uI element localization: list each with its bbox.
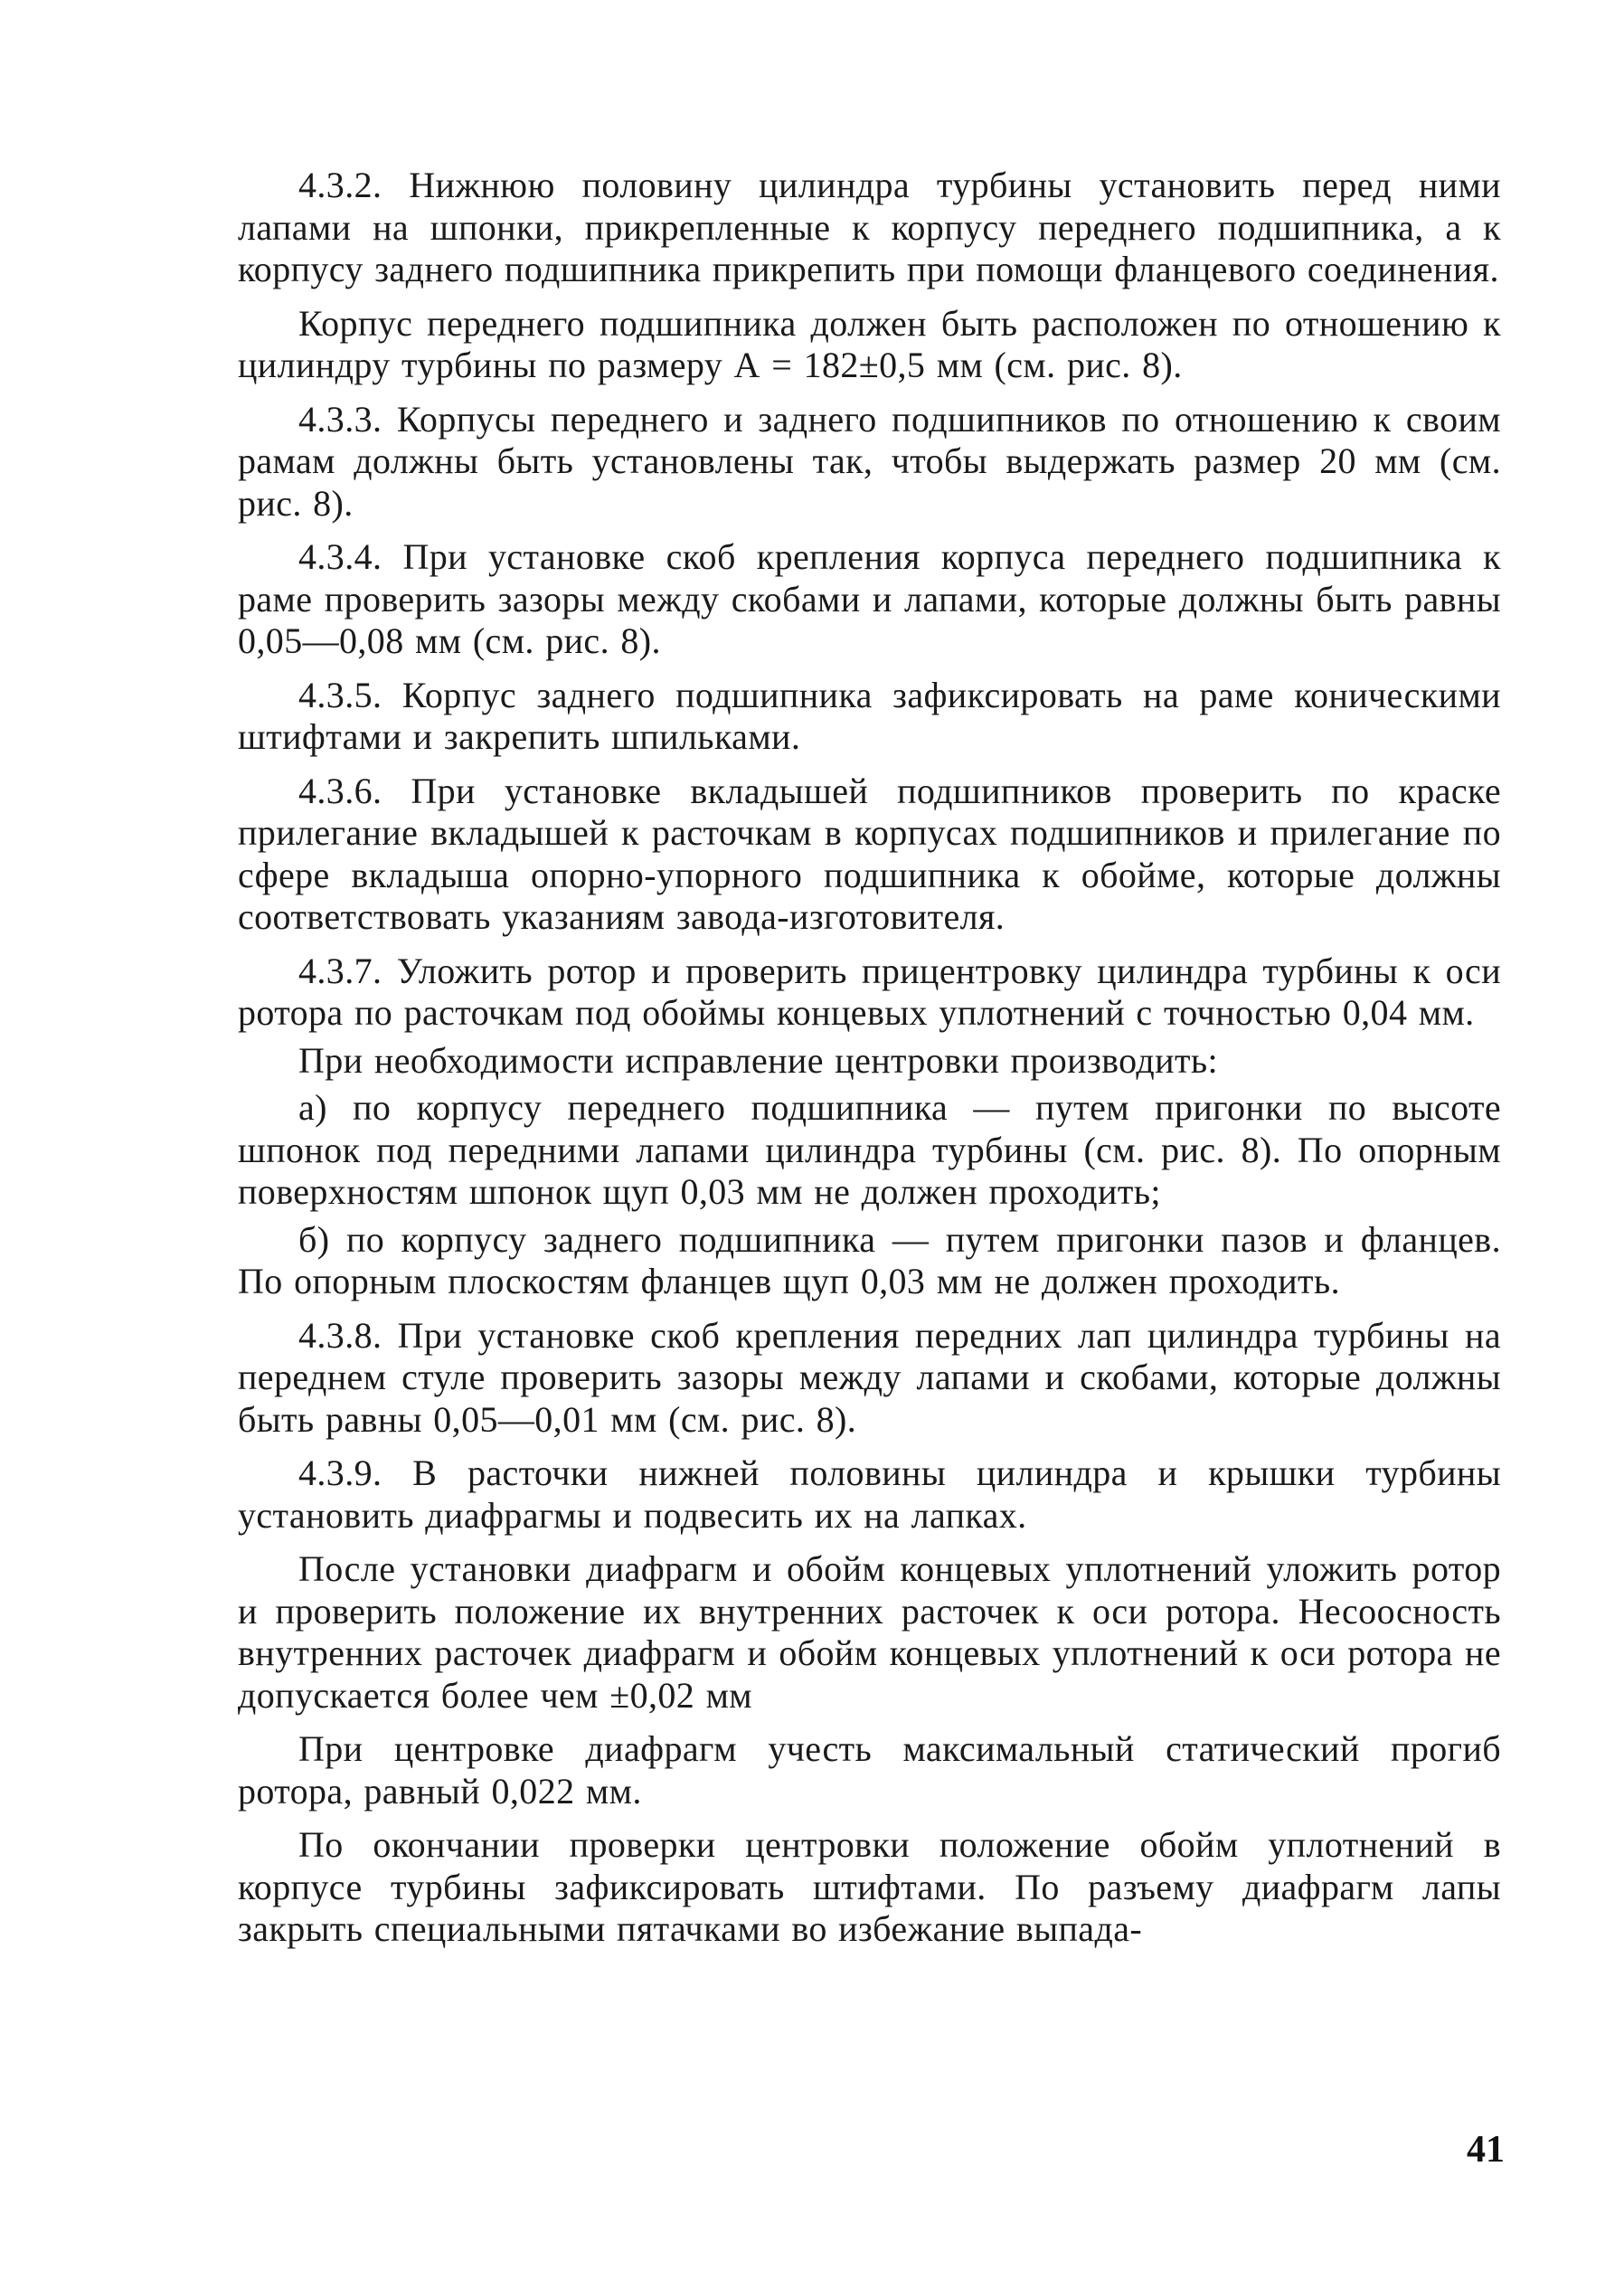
- paragraph-correction-intro: При необходимости исправление центровки производить:: [298, 1039, 1219, 1081]
- paragraph-rotor-deflection: При центровке диафрагм учесть максимальный статический прогиб ротора, равный 0,022 мм.: [238, 1728, 1501, 1812]
- paragraph-fixing-pins: По окончании проверки центровки положение обойм уплотнений в корпусе турбины зафиксировать штифтами. По разъему диафрагм лапы закрыть специальными пятачками во избежание выпада-: [238, 1824, 1501, 1949]
- paragraph-4-3-5: 4.3.5. Корпус заднего подшипника зафиксировать на раме коническими штифтами и закрепить шпильками.: [238, 674, 1501, 757]
- document-body: [238, 165, 1501, 1951]
- paragraph-4-3-9: 4.3.9. В расточки нижней половины цилиндра и крышки турбины установить диафрагмы и подвесить их на лапках.: [238, 1452, 1501, 1536]
- paragraph-4-3-6: 4.3.6. При установке вкладышей подшипников проверить по краске прилегание вкладышей к расточкам в корпусах подшипников и прилегание по сфере вкладыша опорно-упорного подшипника к обойме, которые должны соответствовать указаниям завода-изготовителя.: [238, 770, 1501, 937]
- paragraph-4-3-2: 4.3.2. Нижнюю половину цилиндра турбины установить перед ними лапами на шпонки, прикрепленные к корпусу переднего подшипника, а к корпусу заднего подшипника прикрепить при помощи фланцевого соединения.: [238, 165, 1501, 289]
- page-number: 41: [1467, 2129, 1505, 2171]
- paragraph-4-3-3: 4.3.3. Корпусы переднего и заднего подшипников по отношению к своим рамам должны быть установлены так, чтобы выдержать размер 20 мм (см. рис. 8).: [238, 398, 1501, 524]
- paragraph-after-diaphragm-install: После установки диафрагм и обойм концевых уплотнений уложить ротор и проверить положение их внутренних расточек к оси ротора. Несоосность внутренних расточек диафрагм и обойм концевых уплотнений к оси ротора не допускается более чем ±0,02 мм: [238, 1548, 1501, 1716]
- paragraph-item-b: б) по корпусу заднего подшипника — путем пригонки пазов и фланцев. По опорным плоскостям фланцев щуп 0,03 мм не должен проходить.: [238, 1218, 1501, 1301]
- paragraph-item-a: а) по корпусу переднего подшипника — путем пригонки по высоте шпонок под передними лапами цилиндра турбины (см. рис. 8). По опорным поверхностям шпонок щуп 0,03 мм не должен проходить;: [238, 1087, 1501, 1212]
- paragraph-front-bearing-position: Корпус переднего подшипника должен быть расположен по отношению к цилиндру турбины по размеру А = 182±0,5 мм (см. рис. 8).: [238, 302, 1501, 385]
- paragraph-4-3-7: 4.3.7. Уложить ротор и проверить прицентровку цилиндра турбины к оси ротора по расточкам под обоймы концевых уплотнений с точностью 0,04 мм.: [238, 950, 1501, 1033]
- paragraph-4-3-8: 4.3.8. При установке скоб крепления передних лап цилиндра турбины на переднем стуле проверить зазоры между лапами и скобами, которые должны быть равны 0,05—0,01 мм (см. рис. 8).: [238, 1314, 1501, 1440]
- paragraph-4-3-4: 4.3.4. При установке скоб крепления корпуса переднего подшипника к раме проверить зазоры между скобами и лапами, которые должны быть равны 0,05—0,08 мм (см. рис. 8).: [238, 536, 1501, 661]
